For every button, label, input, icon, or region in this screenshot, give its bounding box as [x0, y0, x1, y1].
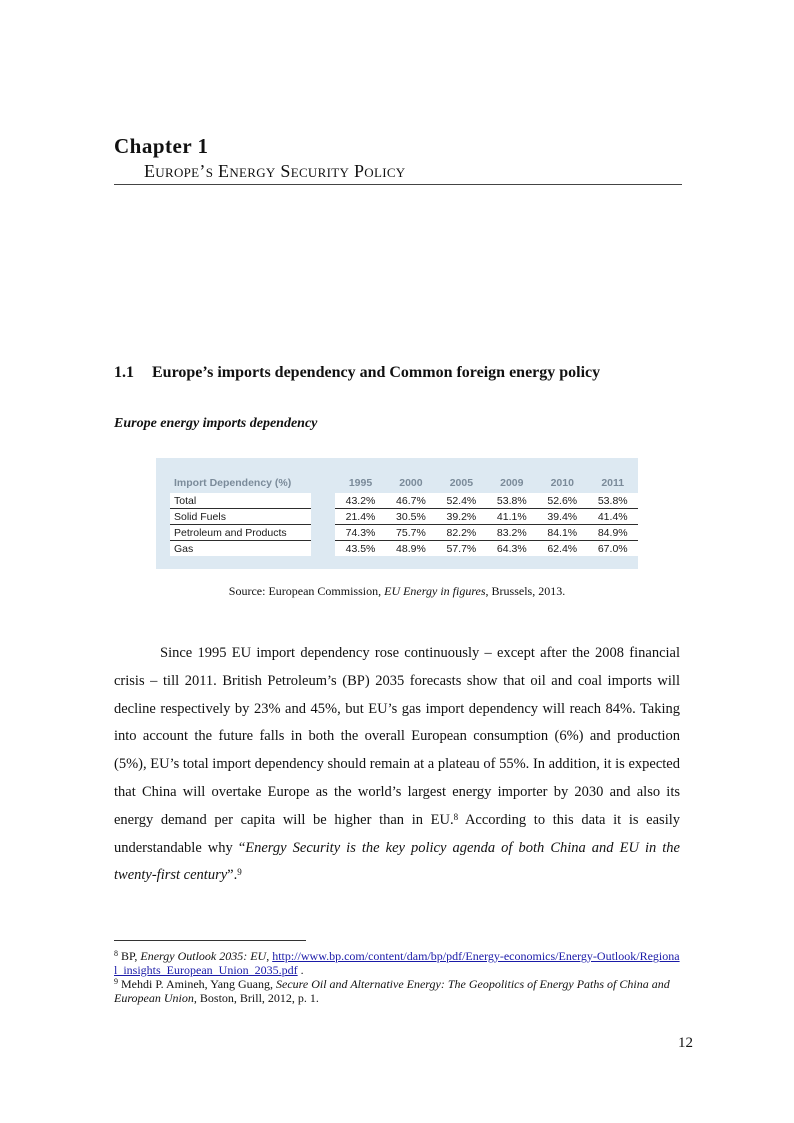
- row-label: Total: [170, 493, 311, 509]
- footnote-title: Energy Outlook 2035: EU: [140, 949, 267, 963]
- year-header: 2000: [399, 477, 423, 489]
- paragraph-text: According to this data it is easily understandable why “: [114, 811, 680, 856]
- footnote-text: .: [297, 963, 304, 977]
- footnote-link[interactable]: http://www.bp.com/content/dam/bp/pdf/Energy-economics/Energy-Outlook/Regional_insights_European_Union_2035.pdf: [114, 949, 680, 977]
- table-cell: 75.7%: [386, 525, 436, 541]
- table-header-row: [170, 474, 638, 493]
- paragraph-text: ”.: [227, 867, 238, 884]
- page-number: 12: [678, 1035, 693, 1051]
- caption-source-title: EU Energy in figures: [384, 584, 486, 598]
- table-cell: 41.1%: [487, 509, 537, 525]
- body-paragraph: [114, 640, 680, 890]
- row-label: Petroleum and Products: [170, 525, 311, 541]
- row-label: Gas: [170, 541, 311, 557]
- subheading: Europe energy imports dependency: [114, 416, 318, 431]
- table-cell: 21.4%: [335, 509, 385, 525]
- table-row: [170, 525, 638, 541]
- import-dependency-table-figure: [156, 458, 638, 569]
- table-header-label: Import Dependency (%): [174, 477, 292, 489]
- table-cell: 57.7%: [436, 541, 486, 557]
- year-header: 2011: [601, 477, 625, 489]
- footnotes: [114, 949, 680, 1005]
- footnote-9: [114, 977, 680, 1005]
- chapter-label: Chapter 1: [114, 134, 209, 158]
- table-cell: 53.8%: [587, 493, 638, 509]
- table-cell: 39.2%: [436, 509, 486, 525]
- import-dependency-table: [170, 474, 638, 556]
- table-cell: 84.9%: [587, 525, 638, 541]
- row-label: Solid Fuels: [170, 509, 311, 525]
- table-cell: 43.2%: [335, 493, 385, 509]
- table-row: [170, 541, 638, 557]
- table-cell: 53.8%: [487, 493, 537, 509]
- footnote-number: 9: [114, 977, 118, 986]
- footnote-text: Mehdi P. Amineh, Yang Guang,: [118, 977, 277, 991]
- section-heading: [114, 364, 600, 382]
- section-number: 1.1: [114, 364, 134, 381]
- table-cell: 39.4%: [537, 509, 587, 525]
- table-cell: 84.1%: [537, 525, 587, 541]
- footnote-ref-9[interactable]: 9: [237, 867, 242, 878]
- footnote-8: [114, 949, 680, 977]
- footnote-text: , Boston, Brill, 2012, p. 1.: [193, 991, 319, 1005]
- year-header: 2010: [550, 477, 574, 489]
- footnote-title: Secure Oil and Alternative Energy: The Geopolitics of Energy Paths of China and European Union: [114, 977, 670, 1005]
- table-source-caption: [0, 584, 794, 599]
- footnote-ref-8[interactable]: 8: [453, 811, 459, 822]
- table-row: [170, 509, 638, 525]
- paragraph-text: Since 1995 EU import dependency rose continuously – except after the 2008 financial crisis – till 2011. British Petroleum’s (BP) 2035 forecasts show that oil and coal imports will decline respectively by 23% and 45%, but EU’s gas import dependency will reach 84%. Taking into account the future falls in both the overall European consumption (6%) and production (5%), EU’s total import dependency should remain at a plateau of 55%. In addition, it is expected that China will overtake Europe as the world’s largest energy importer by 2030 and also its energy demand per capita will be higher than in EU.: [114, 645, 680, 828]
- table-cell: 62.4%: [537, 541, 587, 557]
- table-gap: [311, 474, 335, 493]
- table-cell: 41.4%: [587, 509, 638, 525]
- table-cell: 67.0%: [587, 541, 638, 557]
- table-cell: 82.2%: [436, 525, 486, 541]
- table-gap: [311, 525, 335, 541]
- chapter-divider: [114, 184, 682, 185]
- table-gap: [311, 509, 335, 525]
- table-cell: 83.2%: [487, 525, 537, 541]
- table-row: [170, 493, 638, 509]
- table-cell: 43.5%: [335, 541, 385, 557]
- caption-prefix: Source: European Commission,: [228, 584, 385, 598]
- table-gap: [311, 541, 335, 557]
- table-cell: 64.3%: [487, 541, 537, 557]
- section-title: Europe’s imports dependency and Common foreign energy policy: [152, 364, 601, 381]
- footnote-number: 8: [114, 949, 118, 958]
- table-cell: 74.3%: [335, 525, 385, 541]
- year-header: 1995: [348, 477, 373, 489]
- chapter-title: Europe’s Energy Security Policy: [144, 161, 406, 181]
- table-cell: 30.5%: [386, 509, 436, 525]
- caption-suffix: , Brussels, 2013.: [485, 584, 566, 598]
- footnote-text: BP,: [118, 949, 141, 963]
- table-cell: 52.6%: [537, 493, 587, 509]
- paragraph-quote: Energy Security is the key policy agenda of both China and EU in the twenty-first century: [114, 839, 680, 884]
- table-cell: 46.7%: [386, 493, 436, 509]
- table-cell: 48.9%: [386, 541, 436, 557]
- footnote-text: ,: [266, 949, 273, 963]
- footnote-divider: [114, 940, 306, 941]
- year-header: 2009: [500, 477, 524, 489]
- year-header: 2005: [449, 477, 474, 489]
- table-gap: [311, 493, 335, 509]
- table-cell: 52.4%: [436, 493, 486, 509]
